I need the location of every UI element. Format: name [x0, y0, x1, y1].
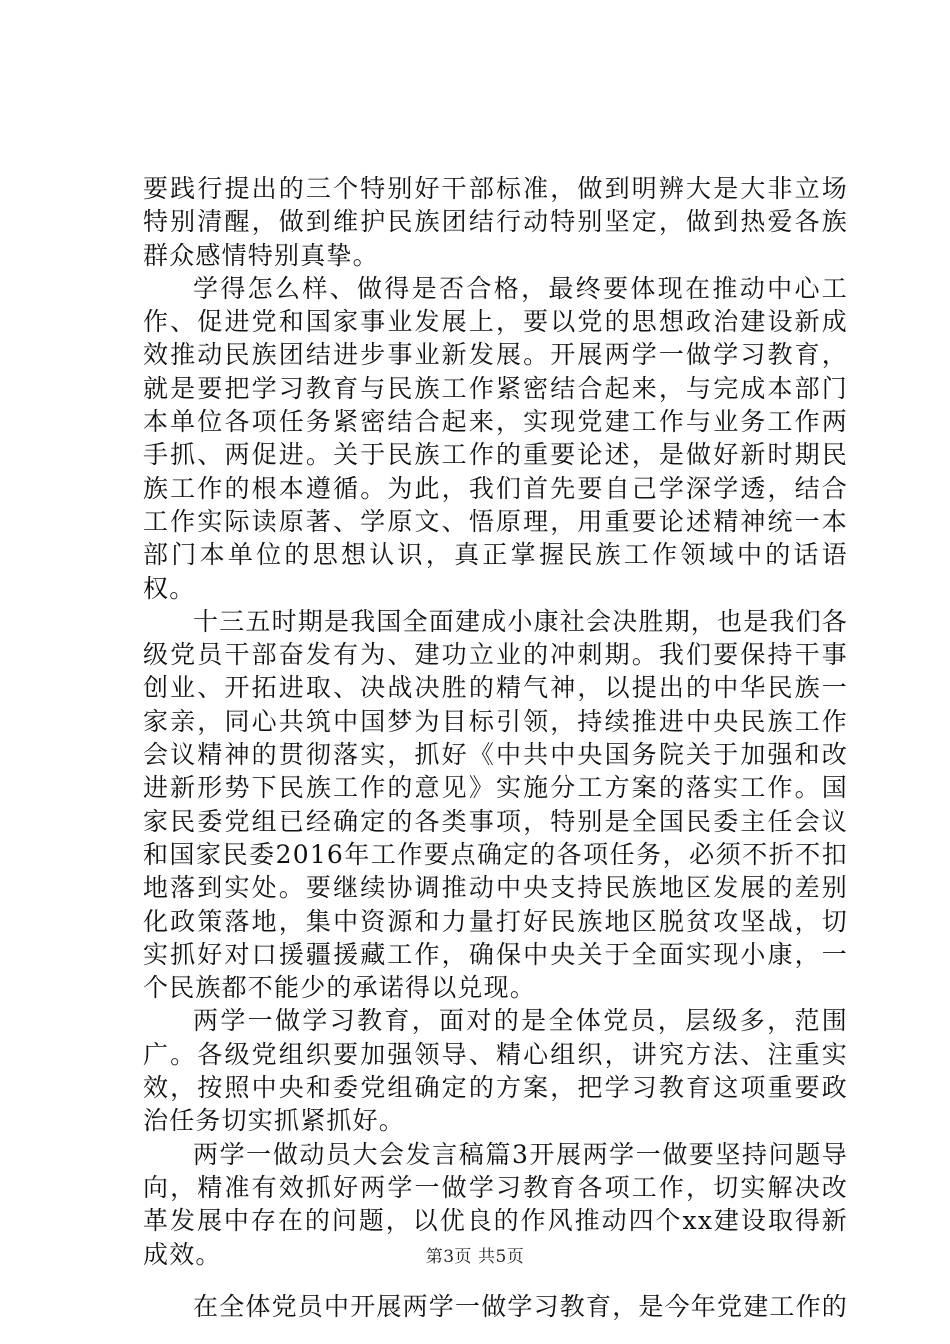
- page-number-footer: 第3页 共5页: [425, 1247, 525, 1267]
- paragraph-6: 在全体党员中开展两学一做学习教育，是今年党建工作的: [193, 1291, 849, 1321]
- paragraph-5: 两学一做动员大会发言稿篇3开展两学一做要坚持问题导向，精准有效抓好两学一做学习教育各项工作，切实解决改革发展中存在的问题，以优良的作风推动四个xx建设取得新成效。: [143, 1139, 848, 1269]
- paragraph-3: 十三五时期是我国全面建成小康社会决胜期，也是我们各级党员干部奋发有为、建功立业的冲刺期。我们要保持干事创业、开拓进取、决战决胜的精气神，以提出的中华民族一家亲，同心共筑中国梦为目标引领，持续推进中央民族工作会议精神的贯彻落实，抓好《中共中央国务院关于加强和改进新形势下民族工作的意见》实施分工方案的落实工作。国家民委党组已经确定的各类事项，特别是全国民委主任会议和国家民委2016年工作要点确定的各项任务，必须不折不扣地落到实处。要继续协调推动中央支持民族地区发展的差别化政策落地，集中资源和力量打好民族地区脱贫攻坚战，切实抓好对口援疆援藏工作，确保中央关于全面实现小康，一个民族都不能少的承诺得以兑现。: [143, 606, 849, 1003]
- document-body: [143, 172, 848, 1323]
- paragraph-1: 要践行提出的三个特别好干部标准，做到明辨大是大非立场特别清醒，做到维护民族团结行动特别坚定，做到热爱各族群众感情特别真挚。: [143, 174, 848, 270]
- paragraph-4: 两学一做学习教育，面对的是全体党员，层级多，范围广。各级党组织要加强领导、精心组织，讲究方法、注重实效，按照中央和委党组确定的方案，把学习教育这项重要政治任务切实抓紧抓好。: [143, 1006, 848, 1136]
- paragraph-2: 学得怎么样、做得是否合格，最终要体现在推动中心工作、促进党和国家事业发展上，要以党的思想政治建设新成效推动民族团结进步事业新发展。开展两学一做学习教育，就是要把学习教育与民族工作紧密结合起来，与完成本部门本单位各项任务紧密结合起来，实现党建工作与业务工作两手抓、两促进。关于民族工作的重要论述，是做好新时期民族工作的根本遵循。为此，我们首先要自己学深学透，结合工作实际读原著、学原文、悟原理，用重要论述精神统一本部门本单位的思想认识，真正掌握民族工作领域中的话语权。: [143, 273, 848, 603]
